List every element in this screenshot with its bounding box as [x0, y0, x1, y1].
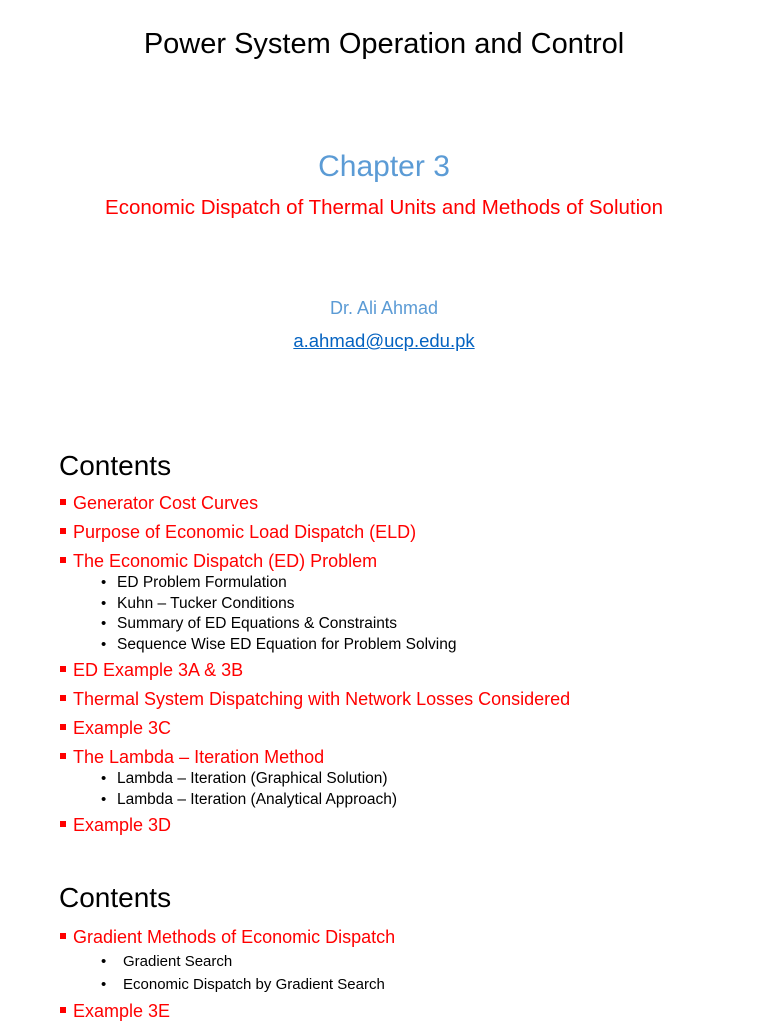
contents-item-label: The Economic Dispatch (ED) Problem [73, 551, 378, 571]
contents-list [59, 492, 570, 843]
contents-subitem: • Lambda – Iteration (Graphical Solution) [101, 769, 570, 790]
title-slide [0, 0, 768, 424]
contents-item [59, 717, 570, 739]
contents-item-label: The Lambda – Iteration Method [73, 747, 325, 767]
contents-item-label: Example 3D [73, 815, 172, 835]
contents-sublist [73, 573, 570, 655]
contents-item [59, 688, 570, 710]
contents-item-label: Example 3C [73, 718, 172, 738]
author-email [0, 330, 768, 352]
email-link[interactable]: a.ahmad@ucp.edu.pk [293, 330, 475, 351]
contents-subitem: • Sequence Wise ED Equation for Problem Solving [101, 635, 570, 656]
contents-item-label: ED Example 3A & 3B [73, 660, 244, 680]
contents-subitem: • Economic Dispatch by Gradient Search [101, 973, 395, 996]
contents-item-label: Thermal System Dispatching with Network Losses Considered [73, 689, 571, 709]
contents-slide-1 [0, 424, 768, 860]
contents-title: Contents [59, 450, 172, 481]
contents-slide-2 [0, 860, 768, 1024]
contents-subitem: • Kuhn – Tucker Conditions [101, 594, 570, 615]
course-title: Power System Operation and Control [143, 28, 625, 60]
contents-item [59, 659, 570, 681]
contents-item [59, 492, 570, 514]
chapter-heading: Chapter 3 [318, 150, 450, 183]
contents-subitem: • Lambda – Iteration (Analytical Approach) [101, 790, 570, 811]
contents-item [59, 814, 570, 836]
chapter-subtitle: Economic Dispatch of Thermal Units and Methods of Solution [105, 196, 663, 219]
contents-item [59, 926, 395, 996]
contents-item [59, 550, 570, 655]
contents-subitem: • ED Problem Formulation [101, 573, 570, 594]
contents-item-label: Gradient Methods of Economic Dispatch [73, 927, 396, 947]
contents-item-label: Generator Cost Curves [73, 493, 259, 513]
author-name: Dr. Ali Ahmad [329, 298, 439, 318]
contents-subitem: • Summary of ED Equations & Constraints [101, 614, 570, 635]
contents-subitem: • Gradient Search [101, 950, 395, 973]
contents-item [59, 521, 570, 543]
contents-sublist [73, 769, 570, 810]
contents-item-label: Purpose of Economic Load Dispatch (ELD) [73, 522, 417, 542]
contents-sublist [73, 950, 395, 996]
contents-list [59, 926, 395, 1029]
contents-item [59, 1000, 395, 1022]
contents-item [59, 746, 570, 810]
contents-title: Contents [59, 882, 172, 913]
contents-item-label: Example 3E [73, 1001, 171, 1021]
